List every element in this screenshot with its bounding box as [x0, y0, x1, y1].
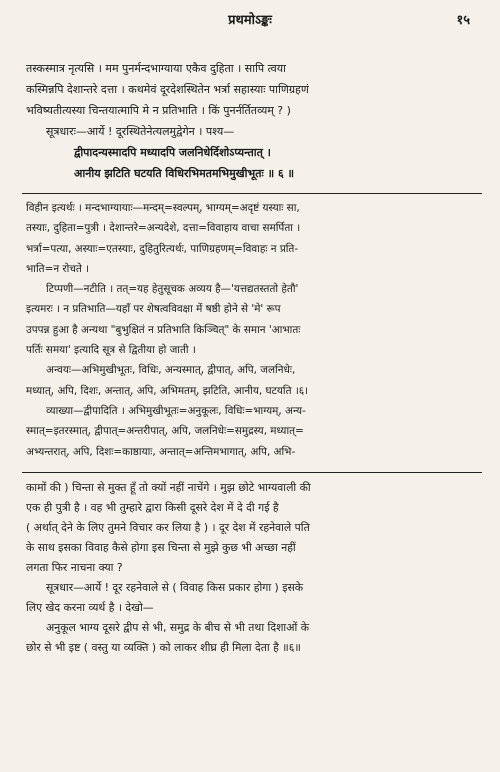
- page-title: प्रथमोऽङ्कः: [228, 13, 272, 28]
- translation-line: लिए खेद करना व्यर्थ है । देखो—: [26, 601, 154, 614]
- translation-line: अनुकूल भाग्य दूसरे द्वीप से भी, समुद्र के बीच से भी तथा दिशाओं के: [46, 621, 309, 634]
- translation-line: कामों की ) चिन्ता से मुक्त हूँ तो क्यों नहीं नाचेंगे । मुझ छोटे भाग्यवाली की: [26, 481, 311, 494]
- sanskrit-text: [26, 58, 480, 184]
- commentary: [26, 198, 480, 462]
- text-line: सूत्रधारः—आर्ये ! दूरस्थितेनेत्यलमुद्वेगेन । पश्य—: [46, 125, 235, 138]
- commentary-line: उपपन्न हुआ है अन्यथा "बुभुक्षितं न प्रतिभाति किञ्चित्" के समान 'आभातः: [26, 323, 301, 336]
- commentary-line: इत्यमरः । न प्रतिभाति—यहाँ पर शेषत्वविवक्षा में षष्ठी होने से 'मे' रूप: [26, 303, 281, 316]
- commentary-line: स्मात्=इतरस्मात्, द्वीपात्=अन्तरीपात्, अपि, जलनिधेः=समुद्रस्य, मध्यात्=: [26, 425, 304, 438]
- section-divider: [22, 472, 482, 473]
- text-line: भविष्यतीत्यस्या चिन्तयात्मापि मे न प्रतिभाति । किं पुनर्नर्तितव्यम् ? ): [26, 104, 291, 117]
- translation-line: ( अर्थात् देने के लिए तुमने विचार कर लिया है ) । दूर देश में रहनेवाले पति: [26, 521, 310, 534]
- commentary-line: मध्यात्, अपि, दिशः, अन्तात्, अपि, अभिमतम्, झटिति, आनीय, घटयति ।६।: [26, 384, 309, 397]
- text-line: तस्कस्मात्र नृत्यसि । मम पुनर्मन्दभाग्याया एकैव दुहिता । सापि त्वया: [26, 62, 286, 75]
- translation-line: के साथ इसका विवाह कैसे होगा इस चिन्ता से मुझे कुछ भी अच्छा नहीं: [26, 541, 296, 554]
- text-line: कस्मिन्नपि देशान्तरे दत्ता । कथमेवं दूरदेशस्थितेन भर्त्रा सहास्याः पाणिग्रहणं: [26, 83, 309, 96]
- commentary-line: भाति=न रोचते ।: [26, 262, 90, 275]
- page-number: १५: [456, 13, 470, 28]
- commentary-line: विहीन इत्यर्थः । मन्दभाग्यायाः—मन्दम्=स्वल्पम्, भाग्यम्=अदृष्टं यस्याः सा,: [26, 202, 300, 214]
- commentary-line: अन्वयः—अभिमुखीभूतः, विधिः, अन्यस्मात्, द्वीपात्, अपि, जलनिधेः,: [46, 364, 296, 377]
- verse-line: द्वीपादन्यस्मादपि मध्यादपि जलनिधेर्दिशोऽप्यन्तात् ।: [74, 146, 271, 159]
- section-divider: [22, 193, 482, 194]
- commentary-line: अभ्यन्तरात्, अपि, दिशः=काष्ठायाः, अन्तात्=अन्तिमभागात्, अपि, अभि-: [26, 445, 296, 458]
- translation-line: सूत्रधार—आर्ये ! दूर रहनेवाले से ( विवाह किस प्रकार होगा ) इसके: [46, 581, 304, 594]
- translation-line: लगता फिर नाचना क्या ?: [26, 561, 123, 574]
- translation-line: एक ही पुत्री है । वह भी तुम्हारे द्वारा किसी दूसरे देश में दे दी गई है: [26, 501, 279, 514]
- commentary-line: भर्त्रा=पत्या, अस्याः=एतस्याः, दुहितुरित्यर्थः, पाणिग्रहणम्=विवाहः न प्रति-: [26, 242, 299, 255]
- verse-line: आनीय झटिति घटयति विधिरभिमतमभिमुखीभूतः ॥ ६ ॥: [74, 167, 295, 180]
- commentary-line: टिप्पणी—नटीति । तत्=यह हेतुसूचक अव्यय है—'यत्तद्यतस्ततो हेतौ': [46, 283, 299, 296]
- commentary-line: तस्याः, दुहिता=पुत्री । देशान्तरे=अन्यदेशे, दत्ता=विवाहाय वाचा समर्पिता ।: [26, 222, 301, 235]
- page-header: [30, 10, 470, 32]
- commentary-line: पर्तिः समया' इत्यादि सूत्र से द्वितीया हो जाती ।: [26, 344, 196, 357]
- translation-line: छोर से भी इष्ट ( वस्तु या व्यक्ति ) को लाकर शीघ्र ही मिला देता है ॥६॥: [26, 641, 301, 654]
- commentary-line: व्याख्या—द्वीपादिति । अभिमुखीभूतः=अनुकूलः, विधिः=भाग्यम्, अन्य-: [46, 404, 306, 417]
- hindi-translation: [26, 478, 480, 658]
